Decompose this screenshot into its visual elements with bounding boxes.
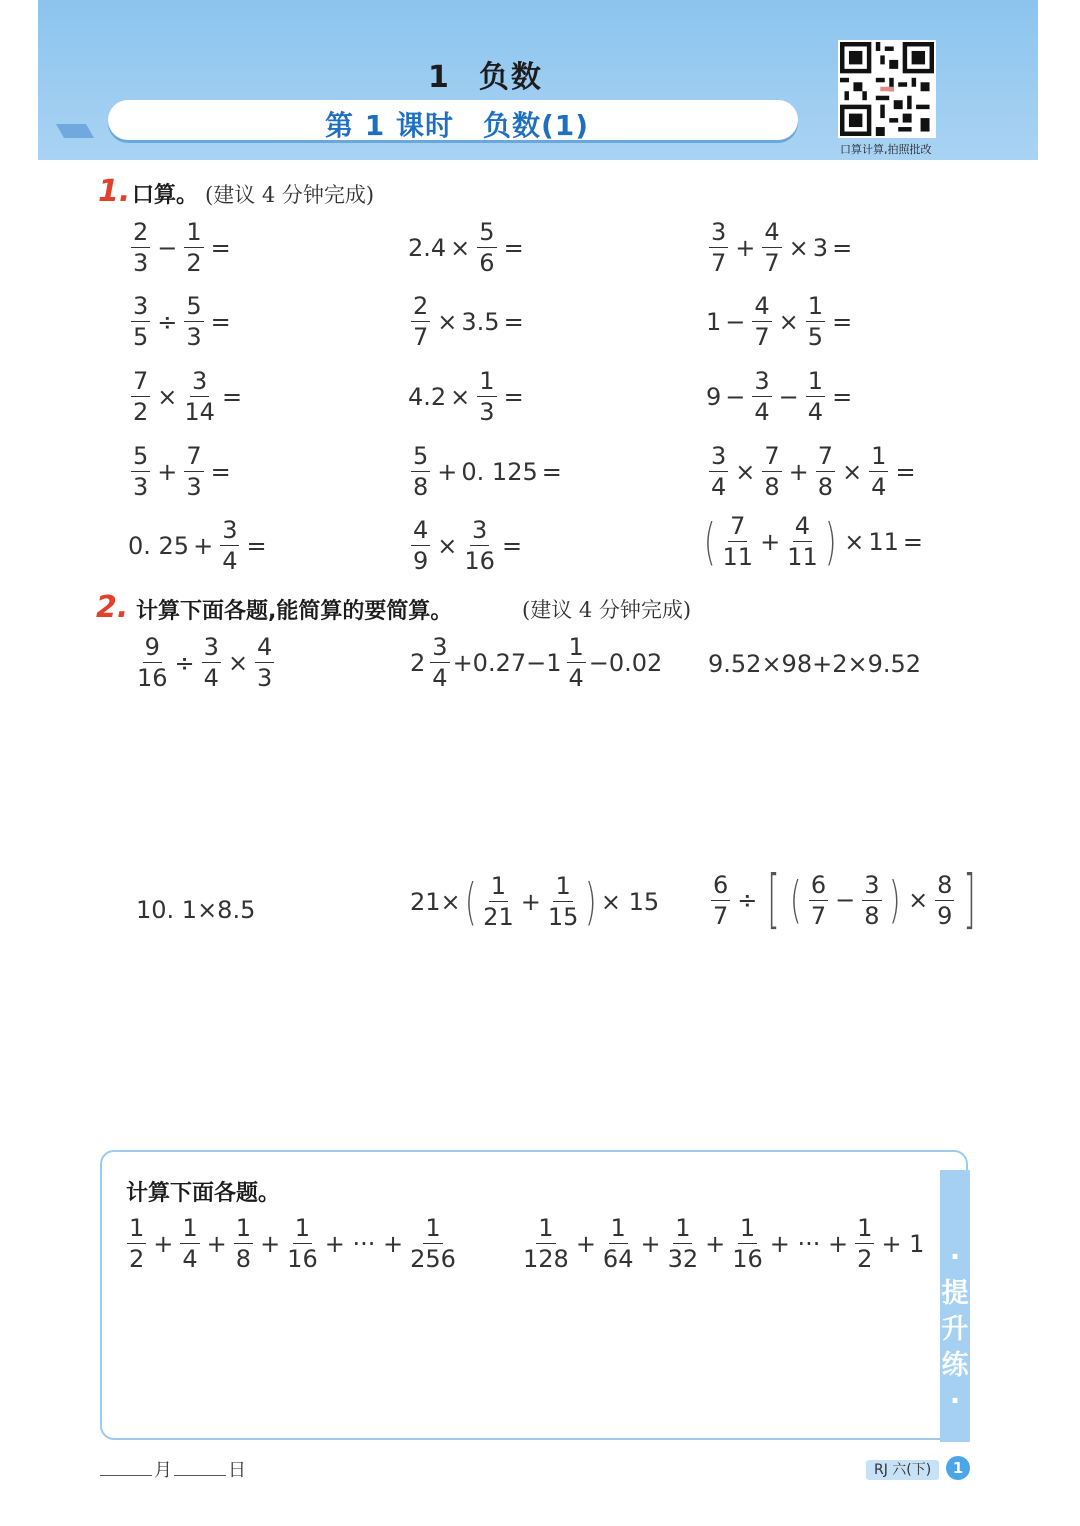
equals-sign: = [221, 382, 243, 411]
fraction [220, 518, 239, 573]
fraction [523, 1216, 569, 1271]
numerator: 4 [754, 292, 770, 320]
fraction [234, 1216, 253, 1271]
denominator: 7 [810, 901, 827, 930]
operator: − [725, 307, 746, 336]
left-parenthesis: ( [464, 872, 477, 931]
fraction [762, 220, 781, 275]
denominator: 4 [182, 1245, 198, 1273]
operator: ÷ [174, 648, 195, 677]
oral-item-10 [128, 444, 235, 499]
operator: + [735, 233, 756, 262]
denominator: 3 [133, 473, 149, 501]
equals-sign: = [210, 457, 231, 486]
whole-number: 1 [546, 648, 562, 677]
operator: × [450, 382, 471, 411]
numerator: 7 [730, 512, 746, 540]
denominator: 4 [711, 473, 727, 501]
fraction [131, 220, 150, 275]
equals-sign: = [210, 233, 231, 262]
numerator: 3 [472, 516, 488, 544]
denominator: 7 [413, 323, 429, 351]
fraction [131, 294, 150, 349]
oral-item-13 [128, 518, 271, 573]
numerator: 1 [182, 1214, 198, 1242]
fraction [869, 444, 888, 499]
operator-text: +0.27− [452, 648, 547, 677]
numerator: 1 [675, 1214, 691, 1242]
denominator: 5 [807, 323, 824, 351]
operator: + [760, 527, 781, 556]
denominator: 4 [203, 664, 219, 692]
denominator: 4 [754, 398, 770, 426]
section-1-hint: (建议 4 分钟完成) [205, 183, 375, 207]
section-1-number: 1. [98, 174, 131, 209]
denominator: 2 [133, 398, 149, 426]
expression-text: 9.52×98+2×9.52 [708, 650, 922, 678]
calc-item-5 [410, 874, 659, 929]
numerator: 8 [937, 870, 953, 899]
numerator: 3 [192, 367, 208, 395]
operator: + ··· + [769, 1229, 849, 1258]
oral-item-14 [408, 518, 526, 573]
denominator: 3 [186, 323, 202, 351]
whole-number: 11 [868, 527, 899, 556]
unit-title-text: 负数 [478, 60, 543, 95]
denominator: 64 [602, 1245, 634, 1273]
decimal-number: 0. 25 [128, 531, 190, 560]
operator: × [788, 233, 809, 262]
expression-text: 21× [410, 887, 461, 916]
operator: − [725, 382, 746, 411]
denominator: 3 [257, 664, 273, 692]
operator: + [437, 457, 458, 486]
oral-item-4 [128, 294, 235, 349]
fraction [180, 1216, 199, 1271]
whole-number: 3.5 [461, 307, 500, 336]
operator: + 1 [881, 1229, 925, 1258]
calc-item-1 [134, 635, 277, 690]
denominator: 3 [479, 398, 495, 426]
side-dot: · [949, 1242, 961, 1273]
lesson-title: 第 1 课时 负数(1) [325, 109, 590, 142]
operator: + [520, 887, 541, 916]
denominator: 7 [764, 249, 780, 277]
whole-number: 3 [812, 233, 829, 262]
fraction [477, 369, 496, 424]
operator: − [778, 382, 799, 411]
whole-number: 9 [706, 382, 722, 411]
extension-expr-2 [520, 1216, 928, 1271]
operator: × [227, 648, 249, 677]
fraction [806, 369, 825, 424]
oral-item-2 [408, 220, 528, 275]
numerator: 1 [235, 1214, 252, 1242]
denominator: 4 [807, 398, 824, 426]
day-blank[interactable] [174, 1475, 226, 1476]
denominator: 2 [857, 1245, 873, 1273]
expression-text: × 15 [600, 887, 660, 916]
fraction [806, 294, 825, 349]
fraction [411, 444, 430, 499]
equals-sign: = [541, 457, 562, 486]
numerator: 6 [810, 870, 827, 899]
numerator: 3 [711, 218, 727, 246]
operator: + [260, 1229, 281, 1258]
oral-item-9 [706, 369, 856, 424]
denominator: 2 [186, 249, 202, 277]
oral-item-8 [408, 369, 528, 424]
fraction [184, 369, 215, 424]
numerator: 4 [413, 516, 429, 544]
qr-caption: 口算计算,拍照批改 [840, 143, 932, 156]
operator: ÷ [157, 307, 178, 336]
operator: + [705, 1229, 726, 1258]
denominator: 4 [222, 547, 238, 575]
fraction [732, 1216, 763, 1271]
fraction [709, 220, 728, 275]
operator: + ··· + [324, 1229, 404, 1258]
numerator: 6 [713, 870, 729, 899]
section-2-title: 计算下面各题,能简算的要简算。 [136, 599, 453, 624]
denominator: 7 [713, 901, 729, 930]
numerator: 1 [739, 1214, 756, 1242]
denominator: 4 [871, 473, 887, 501]
numerator: 1 [129, 1214, 145, 1242]
numerator: 1 [807, 292, 824, 320]
operator: × [437, 531, 458, 560]
operator: × [437, 307, 458, 336]
day-label: 日 [228, 1460, 246, 1481]
left-bracket: [ [767, 863, 781, 937]
side-char: 提 [941, 1278, 969, 1309]
oral-item-1 [128, 220, 235, 275]
fraction [762, 444, 781, 499]
fraction [548, 874, 579, 929]
denominator: 8 [817, 473, 834, 501]
operator: × [450, 233, 471, 262]
fraction [752, 369, 771, 424]
fraction [184, 444, 203, 499]
denominator: 11 [722, 543, 754, 571]
denominator: 2 [129, 1245, 145, 1273]
right-parenthesis: ) [824, 512, 837, 571]
fraction [855, 1216, 874, 1271]
denominator: 16 [464, 547, 495, 575]
fraction [935, 870, 954, 930]
numerator: 4 [794, 512, 811, 540]
fraction [184, 220, 203, 275]
whole-number: 2.4 [408, 233, 447, 262]
operator: × [157, 382, 178, 411]
numerator: 4 [257, 633, 273, 661]
numerator: 1 [568, 633, 584, 661]
numerator: 3 [203, 633, 219, 661]
numerator: 1 [857, 1214, 873, 1242]
equals-sign: = [501, 531, 523, 560]
fraction [137, 635, 168, 690]
equals-sign: = [895, 457, 916, 486]
denominator: 4 [432, 664, 448, 692]
operator-text: −0.02 [588, 648, 663, 677]
numerator: 3 [864, 870, 880, 899]
fraction [127, 1216, 146, 1271]
numerator: 1 [490, 872, 507, 900]
whole-number: 2 [410, 648, 426, 677]
fraction [255, 635, 274, 690]
edition-badge: RJ 六(下) [866, 1460, 939, 1480]
fraction [184, 294, 203, 349]
denominator: 9 [413, 547, 429, 575]
denominator: 14 [184, 398, 215, 426]
numerator: 7 [186, 442, 202, 470]
denominator: 3 [133, 249, 149, 277]
equals-sign: = [210, 307, 231, 336]
operator: − [835, 886, 856, 914]
extension-side-label [941, 1240, 969, 1420]
numerator: 3 [222, 516, 238, 544]
fraction [816, 444, 835, 499]
right-bracket: ] [963, 863, 977, 937]
fraction [477, 220, 496, 275]
numerator: 3 [133, 292, 149, 320]
whole-number: 1 [706, 307, 722, 336]
denominator: 16 [137, 664, 168, 692]
fraction [483, 874, 514, 929]
oral-item-12 [706, 444, 920, 499]
side-dot: · [949, 1386, 961, 1417]
left-parenthesis: ( [790, 871, 802, 929]
denominator: 9 [937, 901, 953, 930]
numerator: 1 [186, 218, 202, 246]
denominator: 6 [479, 249, 495, 277]
denominator: 21 [483, 903, 514, 931]
numerator: 9 [144, 633, 160, 661]
operator: + [157, 457, 178, 486]
numerator: 1 [479, 367, 495, 395]
fraction [410, 1216, 456, 1271]
numerator: 3 [754, 367, 770, 395]
month-blank[interactable] [100, 1475, 152, 1476]
equals-sign: = [902, 527, 923, 556]
fraction [668, 1216, 699, 1271]
extension-title: 计算下面各题。 [126, 1181, 281, 1206]
numerator: 1 [294, 1214, 311, 1242]
numerator: 2 [133, 218, 149, 246]
operator: + [153, 1229, 174, 1258]
denominator: 8 [413, 473, 429, 501]
operator: × [778, 307, 799, 336]
operator: + [575, 1229, 596, 1258]
denominator: 5 [133, 323, 149, 351]
calc-item-6 [708, 863, 982, 937]
denominator: 15 [547, 903, 579, 931]
numerator: 2 [413, 292, 429, 320]
fraction [411, 518, 430, 573]
numerator: 3 [432, 633, 448, 661]
equals-sign: = [503, 307, 524, 336]
denominator: 7 [711, 249, 727, 277]
unit-title [428, 52, 543, 96]
operator: + [206, 1229, 227, 1258]
equals-sign: = [246, 531, 267, 560]
numerator: 1 [425, 1214, 441, 1242]
calc-item-4 [136, 896, 255, 924]
denominator: 16 [287, 1245, 318, 1273]
fraction [809, 870, 828, 930]
fraction [709, 444, 728, 499]
numerator: 1 [610, 1214, 626, 1242]
operator: × [844, 527, 865, 556]
month-label: 月 [154, 1460, 172, 1481]
date-field[interactable] [98, 1456, 246, 1482]
operator: + [640, 1229, 661, 1258]
unit-number: 1 [428, 60, 451, 95]
operator: × [735, 457, 756, 486]
denominator: 256 [410, 1245, 456, 1273]
numerator: 7 [133, 367, 149, 395]
operator: + [193, 531, 214, 560]
numerator: 1 [871, 442, 887, 470]
section-1-title: 口算。 [132, 183, 199, 208]
oral-item-11 [408, 444, 566, 499]
oral-item-6 [706, 294, 856, 349]
fraction [131, 444, 150, 499]
equals-sign: = [832, 382, 853, 411]
calc-item-3 [708, 650, 921, 678]
side-char: 练 [941, 1350, 969, 1381]
fraction [711, 870, 730, 930]
oral-item-7 [128, 369, 246, 424]
equals-sign: = [832, 233, 853, 262]
fraction [464, 518, 495, 573]
fraction [787, 514, 818, 569]
operator: − [157, 233, 178, 262]
fraction [430, 635, 449, 690]
numerator: 4 [764, 218, 780, 246]
denominator: 128 [523, 1245, 569, 1273]
page-number: 1 [946, 1456, 970, 1480]
numerator: 7 [764, 442, 780, 470]
denominator: 32 [667, 1245, 699, 1273]
denominator: 4 [568, 664, 584, 692]
operator: × [842, 457, 863, 486]
fraction [131, 369, 150, 424]
numerator: 1 [538, 1214, 554, 1242]
operator: ÷ [737, 886, 758, 914]
denominator: 8 [864, 901, 880, 930]
oral-item-5 [408, 294, 528, 349]
extension-expr-1 [124, 1216, 459, 1271]
operator: + [788, 457, 809, 486]
operator: × [908, 886, 929, 914]
fraction [862, 870, 881, 930]
fraction [723, 514, 754, 569]
fraction [411, 294, 430, 349]
left-parenthesis: ( [703, 512, 716, 571]
denominator: 16 [732, 1245, 763, 1273]
numerator: 5 [413, 442, 429, 470]
expression-text: 10. 1×8.5 [136, 896, 256, 924]
denominator: 8 [235, 1245, 252, 1273]
denominator: 8 [764, 473, 780, 501]
equals-sign: = [503, 233, 524, 262]
oral-item-15 [700, 514, 927, 569]
equals-sign: = [832, 307, 853, 336]
numerator: 3 [711, 442, 727, 470]
side-char: 升 [941, 1314, 969, 1345]
section-2-number: 2. [96, 590, 129, 625]
right-parenthesis: ) [888, 871, 901, 929]
denominator: 11 [787, 543, 818, 571]
oral-item-3 [706, 220, 856, 275]
equals-sign: = [503, 382, 524, 411]
right-parenthesis: ) [585, 872, 597, 931]
numerator: 5 [186, 292, 202, 320]
numerator: 1 [555, 872, 571, 900]
decimal-number: 0. 125 [461, 457, 538, 486]
section-2-hint: (建议 4 分钟完成) [522, 598, 692, 622]
qr-code-icon[interactable] [838, 40, 936, 138]
numerator: 7 [817, 442, 834, 470]
fraction [287, 1216, 318, 1271]
calc-item-2 [410, 635, 662, 690]
fraction [752, 294, 771, 349]
whole-number: 4.2 [408, 382, 447, 411]
denominator: 7 [754, 323, 770, 351]
fraction [603, 1216, 634, 1271]
numerator: 5 [479, 218, 495, 246]
fraction [202, 635, 221, 690]
numerator: 1 [807, 367, 824, 395]
denominator: 3 [186, 473, 202, 501]
numerator: 5 [133, 442, 149, 470]
fraction [567, 635, 586, 690]
